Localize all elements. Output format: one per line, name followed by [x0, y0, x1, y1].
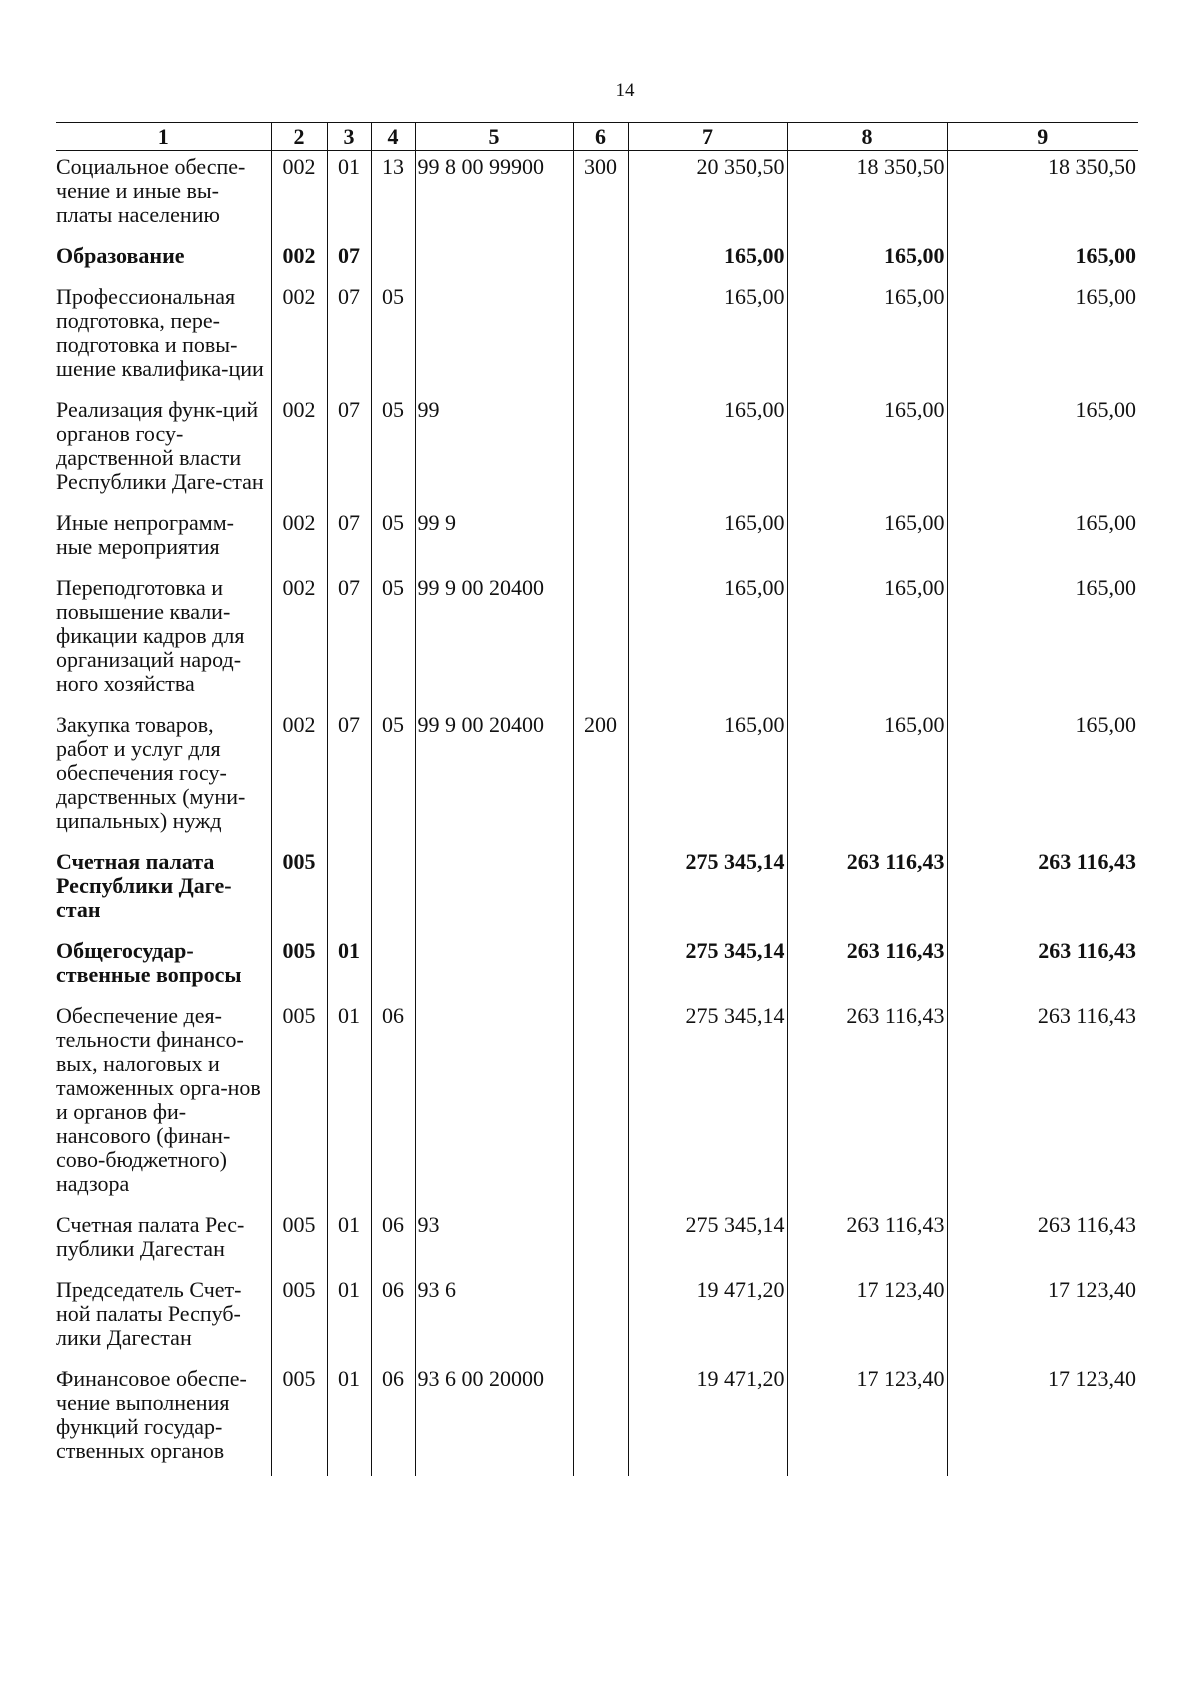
row-code-cell: 06	[371, 1000, 415, 1209]
row-code-cell: 002	[271, 281, 327, 394]
row-name-cell: Переподготовка и повышение квали-фикации кадров для организаций народ-ного хозяйства	[56, 575, 245, 696]
table-row	[56, 394, 1138, 507]
row-name-cell: Обеспечение дея-тельности финансо-вых, налоговых и таможенных орга-нов и органов фи-нансового (финан-сово-бюджетного) надзора	[56, 1003, 261, 1196]
row-code-cell	[415, 240, 573, 281]
table-row	[56, 572, 1138, 709]
table-row	[56, 1274, 1138, 1363]
row-name-cell: Счетная палата Рес-публики Дагестан	[56, 1212, 245, 1261]
table-row	[56, 846, 1138, 935]
row-code-cell: 005	[271, 1209, 327, 1274]
table-row	[56, 281, 1138, 394]
row-code-cell: 002	[271, 240, 327, 281]
row-amount-cell: 275 345,14	[628, 1000, 787, 1209]
row-amount-cell: 165,00	[628, 709, 787, 846]
row-code-cell	[573, 572, 628, 709]
row-code-cell	[573, 1363, 628, 1476]
row-amount-cell: 165,00	[947, 572, 1138, 709]
row-code-cell: 002	[271, 151, 327, 241]
row-code-cell: 07	[327, 709, 371, 846]
row-code-cell: 99 9 00 20400	[415, 709, 573, 846]
column-header: 7	[628, 123, 787, 151]
row-code-cell: 93 6	[415, 1274, 573, 1363]
row-amount-cell: 263 116,43	[787, 1209, 947, 1274]
row-amount-cell: 165,00	[628, 281, 787, 394]
row-amount-cell: 165,00	[787, 281, 947, 394]
row-code-cell: 06	[371, 1209, 415, 1274]
row-code-cell: 93	[415, 1209, 573, 1274]
row-name-cell: Профессиональная подготовка, пере-подготовка и повы-шение квалифика-ции	[56, 284, 264, 381]
row-amount-cell: 165,00	[787, 709, 947, 846]
row-code-cell: 300	[573, 151, 628, 241]
row-code-cell: 05	[371, 709, 415, 846]
row-code-cell: 01	[327, 1209, 371, 1274]
row-code-cell	[573, 1000, 628, 1209]
row-code-cell: 07	[327, 572, 371, 709]
row-code-cell: 05	[371, 394, 415, 507]
column-header: 1	[56, 123, 271, 151]
table-row	[56, 151, 1138, 241]
row-code-cell: 05	[371, 572, 415, 709]
row-code-cell: 005	[271, 1274, 327, 1363]
column-header: 4	[371, 123, 415, 151]
row-amount-cell: 17 123,40	[787, 1363, 947, 1476]
table-row	[56, 240, 1138, 281]
row-code-cell: 99 8 00 99900	[415, 151, 573, 241]
row-code-cell: 01	[327, 1000, 371, 1209]
row-code-cell	[573, 240, 628, 281]
row-amount-cell: 263 116,43	[947, 1000, 1138, 1209]
row-code-cell: 07	[327, 507, 371, 572]
row-amount-cell: 165,00	[947, 394, 1138, 507]
row-amount-cell: 165,00	[628, 240, 787, 281]
row-code-cell: 002	[271, 394, 327, 507]
row-code-cell: 005	[271, 1363, 327, 1476]
row-code-cell	[573, 1209, 628, 1274]
row-amount-cell: 19 471,20	[628, 1363, 787, 1476]
row-amount-cell: 275 345,14	[628, 1209, 787, 1274]
column-header: 9	[947, 123, 1138, 151]
row-amount-cell: 165,00	[628, 507, 787, 572]
table-body	[56, 151, 1138, 1477]
row-amount-cell: 263 116,43	[787, 935, 947, 1000]
table-row	[56, 935, 1138, 1000]
row-code-cell	[415, 846, 573, 935]
row-code-cell: 06	[371, 1274, 415, 1363]
row-amount-cell: 165,00	[787, 507, 947, 572]
table-header-row	[56, 123, 1138, 151]
row-code-cell: 002	[271, 709, 327, 846]
row-code-cell: 200	[573, 709, 628, 846]
table-row	[56, 1363, 1138, 1476]
row-name-cell: Иные непрограмм-ные мероприятия	[56, 510, 234, 559]
row-amount-cell: 263 116,43	[787, 846, 947, 935]
row-amount-cell: 165,00	[787, 240, 947, 281]
column-header: 5	[415, 123, 573, 151]
row-code-cell	[573, 507, 628, 572]
row-amount-cell: 19 471,20	[628, 1274, 787, 1363]
row-code-cell: 13	[371, 151, 415, 241]
row-code-cell	[327, 846, 371, 935]
row-code-cell: 01	[327, 151, 371, 241]
table-row	[56, 507, 1138, 572]
row-amount-cell: 165,00	[947, 240, 1138, 281]
table-row	[56, 1209, 1138, 1274]
row-code-cell: 01	[327, 1363, 371, 1476]
row-code-cell	[371, 935, 415, 1000]
page-number: 14	[615, 80, 635, 101]
row-amount-cell: 165,00	[787, 394, 947, 507]
column-header: 6	[573, 123, 628, 151]
row-code-cell	[573, 846, 628, 935]
row-code-cell	[371, 240, 415, 281]
row-amount-cell: 263 116,43	[787, 1000, 947, 1209]
row-amount-cell: 17 123,40	[947, 1363, 1138, 1476]
row-amount-cell: 18 350,50	[787, 151, 947, 241]
row-amount-cell: 263 116,43	[947, 935, 1138, 1000]
budget-table	[56, 122, 1138, 1476]
row-code-cell: 05	[371, 507, 415, 572]
row-amount-cell: 165,00	[628, 572, 787, 709]
row-code-cell: 07	[327, 394, 371, 507]
row-code-cell	[371, 846, 415, 935]
row-amount-cell: 165,00	[947, 507, 1138, 572]
row-amount-cell: 18 350,50	[947, 151, 1138, 241]
row-amount-cell: 17 123,40	[947, 1274, 1138, 1363]
row-code-cell: 002	[271, 572, 327, 709]
row-code-cell: 005	[271, 935, 327, 1000]
row-code-cell	[415, 281, 573, 394]
row-code-cell: 01	[327, 1274, 371, 1363]
row-amount-cell: 263 116,43	[947, 1209, 1138, 1274]
row-name-cell: Образование	[56, 243, 185, 268]
row-code-cell	[573, 281, 628, 394]
row-amount-cell: 17 123,40	[787, 1274, 947, 1363]
row-amount-cell: 263 116,43	[947, 846, 1138, 935]
row-code-cell	[573, 935, 628, 1000]
row-code-cell	[415, 935, 573, 1000]
row-code-cell: 06	[371, 1363, 415, 1476]
table-row	[56, 1000, 1138, 1209]
row-code-cell	[573, 394, 628, 507]
row-code-cell: 99	[415, 394, 573, 507]
row-code-cell: 005	[271, 1000, 327, 1209]
row-code-cell: 99 9 00 20400	[415, 572, 573, 709]
row-name-cell: Общегосудар-ственные вопросы	[56, 938, 242, 987]
row-code-cell: 99 9	[415, 507, 573, 572]
row-amount-cell: 275 345,14	[628, 935, 787, 1000]
row-name-cell: Счетная палата Республики Даге-стан	[56, 849, 232, 922]
column-header: 8	[787, 123, 947, 151]
row-code-cell: 005	[271, 846, 327, 935]
row-name-cell: Социальное обеспе-чение и иные вы-платы населению	[56, 154, 246, 227]
row-amount-cell: 275 345,14	[628, 846, 787, 935]
row-code-cell	[573, 1274, 628, 1363]
row-code-cell	[415, 1000, 573, 1209]
row-code-cell: 01	[327, 935, 371, 1000]
row-amount-cell: 165,00	[787, 572, 947, 709]
row-name-cell: Закупка товаров, работ и услуг для обеспечения госу-дарственных (муни-ципальных) нужд	[56, 712, 246, 833]
row-code-cell: 05	[371, 281, 415, 394]
row-amount-cell: 165,00	[947, 709, 1138, 846]
column-header: 3	[327, 123, 371, 151]
row-code-cell: 002	[271, 507, 327, 572]
table-row	[56, 709, 1138, 846]
row-amount-cell: 20 350,50	[628, 151, 787, 241]
row-amount-cell: 165,00	[628, 394, 787, 507]
column-header: 2	[271, 123, 327, 151]
row-code-cell: 07	[327, 281, 371, 394]
row-code-cell: 93 6 00 20000	[415, 1363, 573, 1476]
row-code-cell: 07	[327, 240, 371, 281]
row-name-cell: Реализация функ-ций органов госу-дарственной власти Республики Даге-стан	[56, 397, 264, 494]
row-name-cell: Финансовое обеспе-чение выполнения функций государ-ственных органов	[56, 1366, 247, 1463]
row-amount-cell: 165,00	[947, 281, 1138, 394]
row-name-cell: Председатель Счет-ной палаты Респуб-лики Дагестан	[56, 1277, 242, 1350]
